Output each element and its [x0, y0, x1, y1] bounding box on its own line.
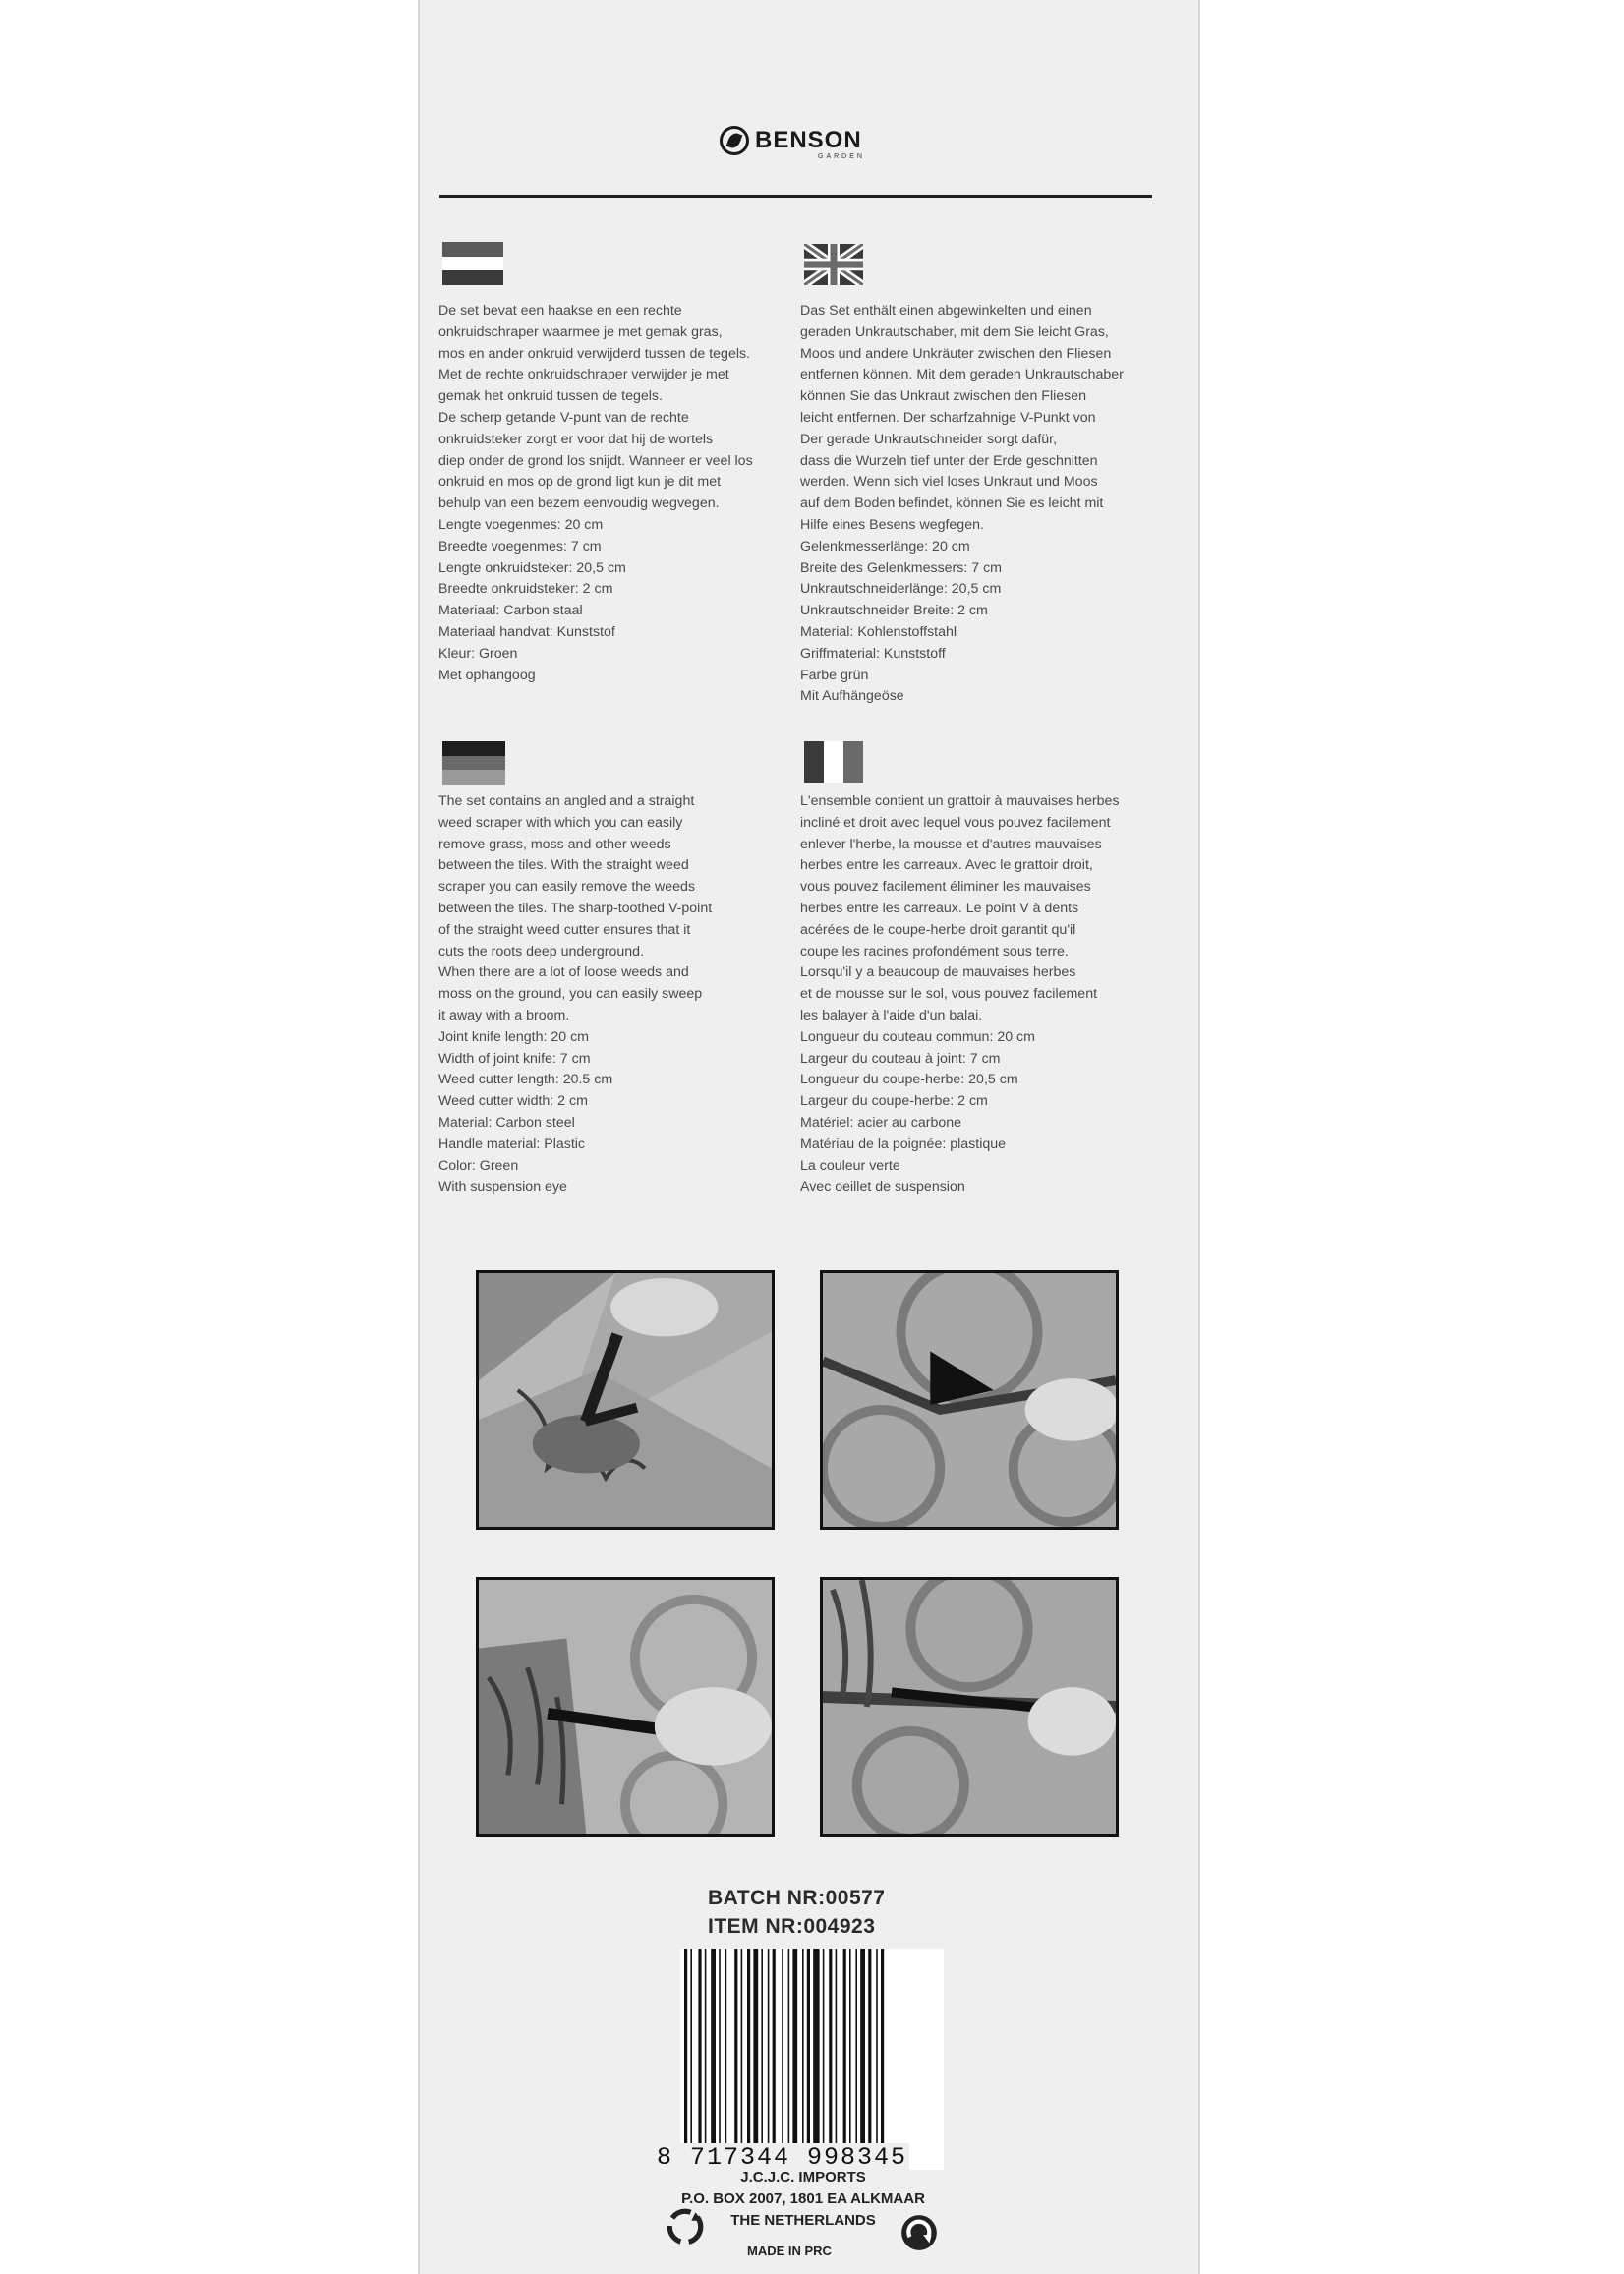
- description-line: Weed cutter length: 20.5 cm: [438, 1072, 613, 1088]
- header-divider: [439, 195, 1152, 198]
- description-line: Material: Kohlenstoffstahl: [800, 623, 957, 640]
- description-line: When there are a lot of loose weeds and: [438, 964, 689, 981]
- description-line: leicht entfernen. Der scharfzahnige V-Punkt von: [800, 409, 1096, 426]
- description-line: Lorsqu'il y a beaucoup de mauvaises herbes: [800, 964, 1076, 981]
- description-line: Materiaal: Carbon staal: [438, 603, 583, 619]
- description-line: Longueur du couteau commun: 20 cm: [800, 1028, 1035, 1045]
- description-line: auf dem Boden befindet, können Sie es leicht mit: [800, 496, 1104, 512]
- description-line: Lengte onkruidsteker: 20,5 cm: [438, 559, 626, 576]
- leaf-circle-icon: [720, 126, 749, 155]
- description-line: entfernen können. Mit dem geraden Unkrautschaber: [800, 367, 1124, 383]
- description-line: between the tiles. The sharp-toothed V-point: [438, 900, 713, 916]
- description-line: les balayer à l'aide d'un balai.: [800, 1007, 983, 1023]
- description-line: scraper you can easily remove the weeds: [438, 879, 696, 896]
- importer-street: P.O. BOX 2007, 1801 EA ALKMAAR: [681, 2190, 925, 2207]
- description-line: Material: Carbon steel: [438, 1114, 575, 1131]
- description-line: Met de rechte onkruidschraper verwijder je met: [438, 367, 729, 383]
- photo-scraper-between-pavers: [820, 1270, 1119, 1530]
- photo-angled-scraper-on-tiles: [476, 1270, 775, 1530]
- brand-sub: GARDEN: [818, 153, 865, 160]
- description-line: coupe les racines profondément sous terre.: [800, 943, 1069, 960]
- description-line: Farbe grün: [800, 667, 869, 683]
- description-line: Handle material: Plastic: [438, 1136, 586, 1152]
- barcode-number: 8 717344 998345: [657, 2143, 908, 2172]
- description-line: Kleur: Groen: [438, 645, 518, 662]
- description-line: weed scraper with which you can easily: [438, 814, 683, 831]
- description-line: Mit Aufhängeöse: [800, 688, 904, 705]
- description-line: können Sie das Unkraut zwischen den Fliesen: [800, 388, 1087, 405]
- description-line: Matériau de la poignée: plastique: [800, 1136, 1007, 1152]
- batch-number: BATCH NR:00577: [708, 1887, 886, 1909]
- description-line: Materiaal handvat: Kunststof: [438, 623, 615, 640]
- barcode: [680, 1949, 944, 2170]
- description-french: [800, 791, 1131, 1198]
- description-dutch: [438, 301, 769, 686]
- recycle-icon: [665, 2206, 706, 2247]
- description-line: gemak het onkruid tussen de tegels.: [438, 388, 663, 405]
- description-line: remove grass, moss and other weeds: [438, 836, 671, 852]
- description-line: Matériel: acier au carbone: [800, 1114, 962, 1131]
- description-line: enlever l'herbe, la mousse et d'autres mauvaises: [800, 836, 1102, 852]
- description-line: it away with a broom.: [438, 1007, 570, 1023]
- description-line: incliné et droit avec lequel vous pouvez facilement: [800, 814, 1111, 831]
- description-line: Lengte voegenmes: 20 cm: [438, 516, 604, 533]
- description-line: herbes entre les carreaux. Avec le grattoir droit,: [800, 857, 1093, 874]
- description-line: Avec oeillet de suspension: [800, 1179, 965, 1195]
- description-line: cuts the roots deep underground.: [438, 943, 645, 960]
- description-line: De set bevat een haakse en een rechte: [438, 303, 682, 319]
- description-line: diep onder de grond los snijdt. Wanneer er veel los: [438, 452, 753, 469]
- description-line: Gelenkmesserlänge: 20 cm: [800, 538, 970, 554]
- description-line: onkruid en mos op de grond ligt kun je dit met: [438, 474, 722, 491]
- description-line: L'ensemble contient un grattoir à mauvaises herbes: [800, 793, 1120, 809]
- flag-france-icon: [804, 741, 863, 783]
- flag-united-kingdom-icon: [804, 244, 863, 285]
- photo-straight-cutter-in-grass: [476, 1577, 775, 1837]
- description-line: acérées de le coupe-herbe droit garantit qu'il: [800, 921, 1076, 938]
- description-line: Width of joint knife: 7 cm: [438, 1050, 591, 1067]
- description-line: Color: Green: [438, 1157, 519, 1174]
- description-line: Unkrautschneider Breite: 2 cm: [800, 603, 988, 619]
- description-english: [438, 791, 769, 1198]
- description-line: Longueur du coupe-herbe: 20,5 cm: [800, 1072, 1018, 1088]
- description-line: werden. Wenn sich viel loses Unkraut und Moos: [800, 474, 1098, 491]
- description-line: behulp van een bezem eenvoudig wegvegen.: [438, 496, 720, 512]
- description-line: Breedte voegenmes: 7 cm: [438, 538, 602, 554]
- description-line: herbes entre les carreaux. Le point V à dents: [800, 900, 1079, 916]
- flag-netherlands-icon: [442, 242, 503, 285]
- recycle-arrow-icon: [899, 2212, 940, 2253]
- description-line: With suspension eye: [438, 1179, 567, 1195]
- flag-germany-icon: [442, 741, 505, 785]
- description-line: Met ophangoog: [438, 667, 536, 683]
- description-line: of the straight weed cutter ensures that it: [438, 921, 691, 938]
- brand-name: BENSON: [755, 127, 862, 153]
- description-line: Griffmaterial: Kunststoff: [800, 645, 946, 662]
- description-line: Das Set enthält einen abgewinkelten und einen: [800, 303, 1092, 319]
- batch-item-codes: [708, 1884, 886, 1941]
- description-line: Weed cutter width: 2 cm: [438, 1093, 588, 1110]
- description-line: vous pouvez facilement éliminer les mauvaises: [800, 879, 1091, 896]
- description-german: [800, 301, 1131, 708]
- description-line: onkruidschraper waarmee je met gemak gras,: [438, 323, 723, 340]
- description-line: onkruidsteker zorgt er voor dat hij de wortels: [438, 431, 714, 447]
- description-line: Breite des Gelenkmessers: 7 cm: [800, 559, 1003, 576]
- importer-name: J.C.J.C. IMPORTS: [740, 2169, 866, 2186]
- description-line: La couleur verte: [800, 1157, 900, 1174]
- description-line: et de mousse sur le sol, vous pouvez facilement: [800, 986, 1098, 1003]
- photo-straight-cutter-in-joint: [820, 1577, 1119, 1837]
- description-line: Moos und andere Unkräuter zwischen den Fliesen: [800, 345, 1112, 362]
- description-line: The set contains an angled and a straight: [438, 793, 695, 809]
- description-line: mos en ander onkruid verwijderd tussen de tegels.: [438, 345, 751, 362]
- item-number: ITEM NR:004923: [708, 1915, 876, 1938]
- description-line: geraden Unkrautschaber, mit dem Sie leicht Gras,: [800, 323, 1109, 340]
- description-line: between the tiles. With the straight weed: [438, 857, 689, 874]
- description-line: Largeur du coupe-herbe: 2 cm: [800, 1093, 988, 1110]
- description-line: dass die Wurzeln tief unter der Erde geschnitten: [800, 452, 1098, 469]
- description-line: Largeur du couteau à joint: 7 cm: [800, 1050, 1001, 1067]
- description-line: Joint knife length: 20 cm: [438, 1028, 589, 1045]
- description-line: Der gerade Unkrautschneider sorgt dafür,: [800, 431, 1058, 447]
- made-in-label: MADE IN PRC: [747, 2244, 832, 2258]
- description-line: Hilfe eines Besens wegfegen.: [800, 516, 984, 533]
- description-line: moss on the ground, you can easily sweep: [438, 986, 703, 1003]
- brand-logo: [720, 124, 865, 160]
- description-line: Breedte onkruidsteker: 2 cm: [438, 581, 613, 598]
- description-line: De scherp getande V-punt van de rechte: [438, 409, 689, 426]
- importer-country: THE NETHERLANDS: [730, 2212, 876, 2229]
- description-line: Unkrautschneiderlänge: 20,5 cm: [800, 581, 1002, 598]
